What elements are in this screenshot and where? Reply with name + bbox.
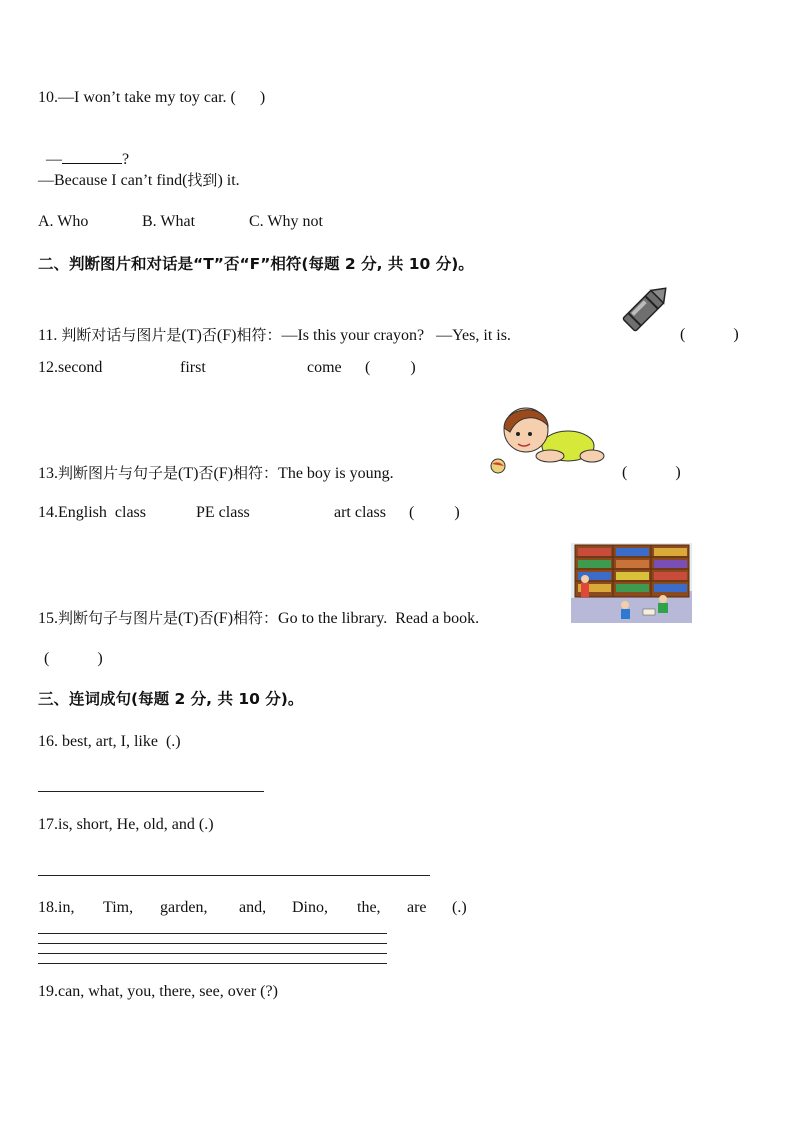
q15-text <box>38 608 479 629</box>
q11-dialog: —Is this your crayon? —Yes, it is. <box>281 327 511 344</box>
q18-word-3: garden, <box>160 899 208 916</box>
q18-word-4: and, <box>239 899 267 916</box>
q18-word-1: 18.in, <box>38 899 75 916</box>
q14-word-3: art class <box>334 504 386 521</box>
q13-text <box>38 463 394 484</box>
q15-num: 15. <box>38 610 58 627</box>
q15-cjk2: 否 <box>198 609 214 627</box>
q12-word-2: first <box>180 359 206 376</box>
q13-t: (T) <box>178 465 199 482</box>
q13-cjk: 判断图片与句子是 <box>58 464 179 482</box>
q13-cjk3: 相符： <box>233 464 279 482</box>
q17-answer-line[interactable] <box>38 875 430 876</box>
q15-cjk3: 相符： <box>233 609 279 627</box>
q10-stem: 10.—I won’t take my toy car. ( ) <box>38 89 266 106</box>
q15-cjk: 判断句子与图片是 <box>58 609 179 627</box>
q16-text: 16. best, art, I, like (.) <box>38 733 181 750</box>
q10-line3-a: —Because I can’t find( <box>38 172 188 189</box>
q10-line3-b: ) it. <box>217 172 240 189</box>
q10-dash: — <box>46 151 62 168</box>
q11-num: 11. <box>38 327 58 344</box>
q13-sentence: The boy is young. <box>278 465 394 482</box>
q15-sentence: Go to the library. Read a book. <box>278 610 480 627</box>
q10-option-a[interactable]: A. Who <box>38 213 89 230</box>
q15-answer-paren[interactable]: ( ) <box>44 650 103 667</box>
q18-word-2: Tim, <box>103 899 134 916</box>
q17-text: 17.is, short, He, old, and (.) <box>38 816 214 833</box>
q10-line3 <box>38 170 240 191</box>
q13-answer-paren[interactable]: ( ) <box>622 464 681 481</box>
q14-word-1: English class <box>58 504 146 521</box>
library-image <box>571 543 692 623</box>
q11-text <box>38 325 511 346</box>
q14-num: 14. <box>38 504 58 521</box>
q12-answer-paren[interactable]: ( ) <box>365 359 416 376</box>
q14-word-2: PE class <box>196 504 250 521</box>
q18-word-7: are <box>407 899 427 916</box>
q18-answer-line-1[interactable] <box>38 933 387 934</box>
q18-answer-line-2[interactable] <box>38 943 387 944</box>
q15-f: (F) <box>213 610 234 627</box>
q10-option-c[interactable]: C. Why not <box>249 213 323 230</box>
q12-word-3: come <box>307 359 342 376</box>
q18-answer-line-3[interactable] <box>38 953 387 954</box>
q11-answer-paren[interactable]: ( ) <box>680 326 739 343</box>
q11-t: (T) <box>181 327 202 344</box>
q11-cjk: 判断对话与图片是 <box>61 326 182 344</box>
q10-line3-cjk: 找到 <box>187 171 218 189</box>
q16-answer-line[interactable] <box>38 791 264 792</box>
q18-word-8: (.) <box>452 899 467 916</box>
q10-option-b[interactable]: B. What <box>142 213 196 230</box>
q12-word-1: second <box>58 359 103 376</box>
q11-cjk3: 相符： <box>236 326 282 344</box>
crawling-baby-image <box>488 398 606 478</box>
crayon-icon <box>612 284 670 342</box>
q18-answer-line-4[interactable] <box>38 963 387 964</box>
section2-title: 二、判断图片和对话是“T”否“F”相符(每题 2 分, 共 10 分)。 <box>38 255 474 273</box>
q10-line2 <box>38 129 129 170</box>
q12-num: 12. <box>38 359 58 376</box>
q18-word-6: the, <box>357 899 381 916</box>
q14-answer-paren[interactable]: ( ) <box>409 504 460 521</box>
q11-cjk2: 否 <box>201 326 217 344</box>
q15-t: (T) <box>178 610 199 627</box>
q18-word-5: Dino, <box>292 899 328 916</box>
q10-qmark: ? <box>122 151 130 168</box>
q11-f: (F) <box>216 327 237 344</box>
answer-blank[interactable] <box>62 149 122 164</box>
q12-line <box>38 358 102 378</box>
q14-line <box>38 503 146 523</box>
q13-f: (F) <box>213 465 234 482</box>
q19-text: 19.can, what, you, there, see, over (?) <box>38 983 278 1000</box>
section3-title: 三、连词成句(每题 2 分, 共 10 分)。 <box>38 690 304 708</box>
q13-cjk2: 否 <box>198 464 214 482</box>
q13-num: 13. <box>38 465 58 482</box>
